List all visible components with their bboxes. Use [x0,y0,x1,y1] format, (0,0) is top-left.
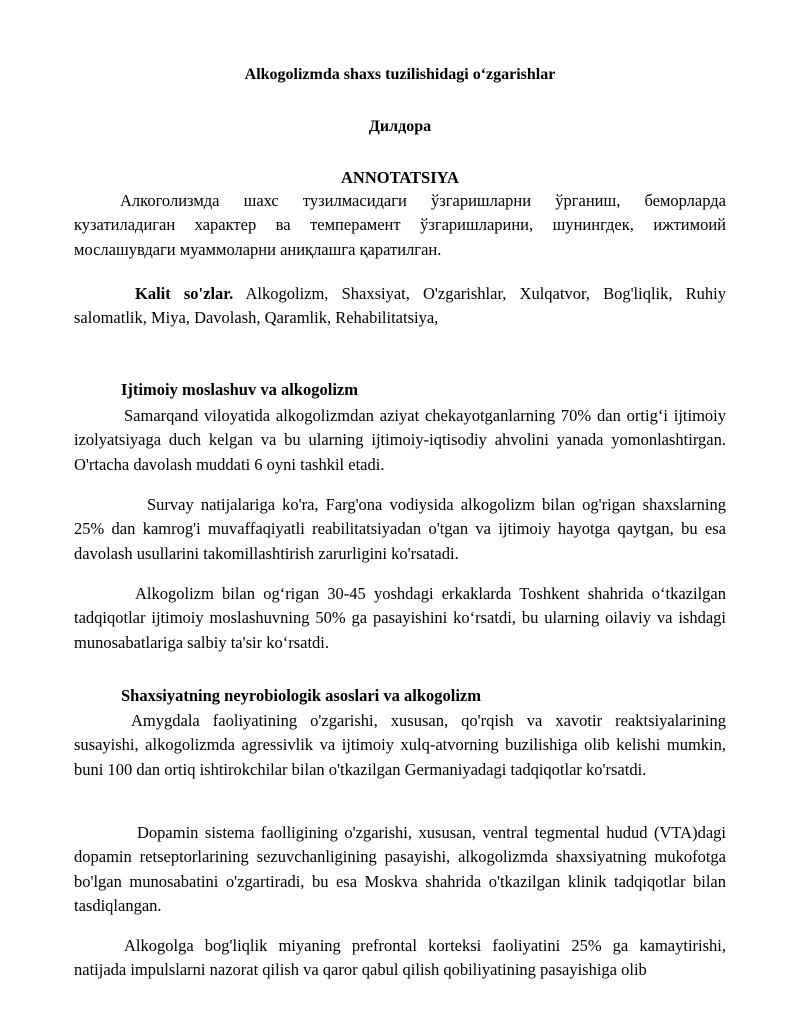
body-paragraph: Amygdala faoliyatining o'zgarishi, xususan, qo'rqish va xavotir reaktsiyalarining susayishi, alkogolizmda agressivlik va ijtimoiy xulq-atvorning buzilishiga olib kelishi mumkin, buni 100 dan ortiq ishtirokchilar bilan o'tkazilgan Germaniyadagi tadqiqotlar ko'rsatdi. [74,711,726,779]
body-paragraph: Alkogolga bog'liqlik miyaning prefrontal korteksi faoliyatini 25% ga kamaytirishi, natijada impulslarni nazorat qilish va qaror qabul qilish qobiliyatining pasayishiga olib [74,936,726,980]
keywords-text: Alkogolizm, Shaxsiyat, O'zgarishlar, Xulqatvor, Bog'liqlik, Ruhiy salomatlik, Miya, Davolash, Qaramlik, Rehabilitatsiya, [74,284,726,328]
body-paragraph: Survay natijalariga ko'ra, Farg'ona vodiysida alkogolizm bilan og'rigan shaxslarning 25% dan kamrog'i muvaffaqiyatli reabilitatsiyadan o'tgan va ijtimoiy hayotga qaytgan, bu esa davolash usullarini takomillashtirish zarurligini ko'rsatadi. [74,495,726,563]
body-paragraph: Samarqand viloyatida alkogolizmdan aziyat chekayotganlarning 70% dan ortig‘i ijtimoiy izolyatsiyaga duch kelgan va bu ularning ijtimoiy-iqtisodiy ahvolini yanada yomonlashtirgan. O'rtacha davolash muddati 6 oyni tashkil etadi. [74,406,726,474]
keywords-paragraph [74,282,726,331]
body-paragraph: Alkogolizm bilan og‘rigan 30-45 yoshdagi erkaklarda Toshkent shahrida o‘tkazilgan tadqiqotlar ijtimoiy moslashuvning 50% ga pasayishini ko‘rsatdi, bu ularning oilaviy va ishdagi munosabatlariga salbiy ta'sir ko‘rsatdi. [74,584,726,652]
annotation-heading: ANNOTATSIYA [341,168,459,187]
author-name: Дилдора [368,118,432,135]
section-heading: Ijtimoiy moslashuv va alkogolizm [121,380,358,399]
keywords-label: Kalit so'zlar. [135,284,234,303]
document-title: Alkogolizmda shaxs tuzilishidagi o‘zgarishlar [244,66,556,83]
section-heading: Shaxsiyatning neyrobiologik asoslari va alkogolizm [121,686,482,705]
body-paragraph: Dopamin sistema faolligining o'zgarishi, xususan, ventral tegmental hudud (VTA)dagi dopamin retseptorlarining sezuvchanligining pasayishi, alkogolizmda shaxsiyatning mukofotga bo'lgan munosabatini o'zgartiradi, bu esa Moskva shahrida o'tkazilgan klinik tadqiqotlar bilan tasdiqlangan. [74,823,726,915]
annotation-paragraph: Алкоголизмда шахс тузилмасидаги ўзгаришларни ўрганиш, беморларда кузатиладиган характер ва темперамент ўзгаришларини, шунингдек, ижтимоий мослашувдаги муаммоларни аниқлашга қаратилган. [74,191,726,259]
